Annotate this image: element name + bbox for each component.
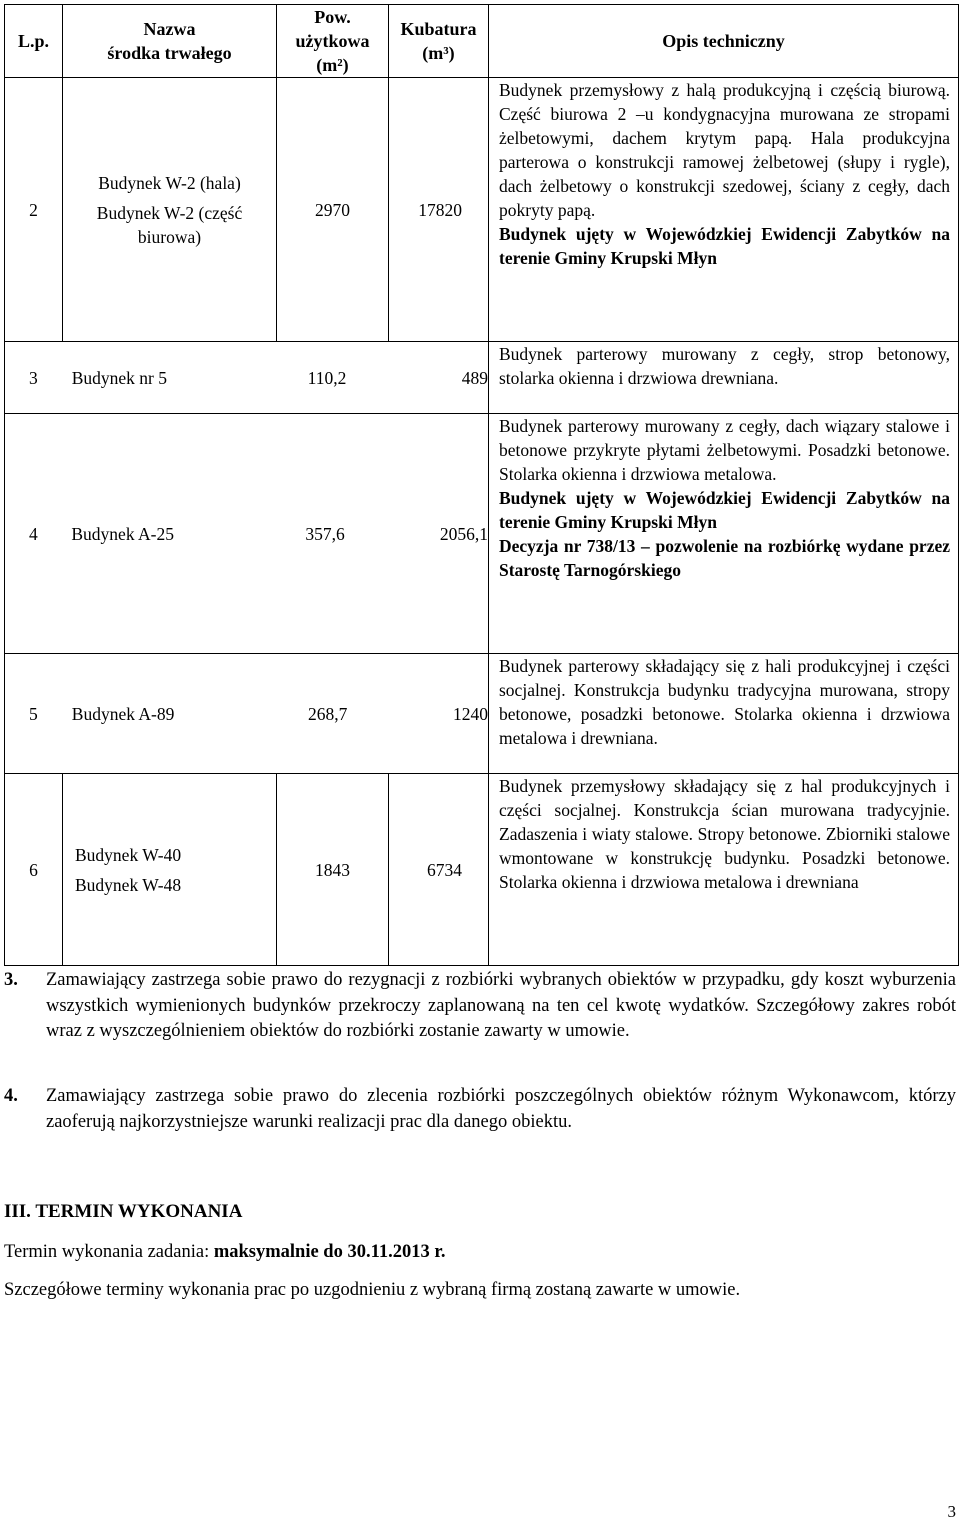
header-volume-line2: (m³) — [422, 43, 455, 63]
header-name-line1: Nazwa — [143, 19, 196, 39]
row-name-line: Budynek W-2 (część biurowa) — [96, 202, 243, 247]
row-desc — [489, 774, 959, 966]
row-name — [63, 774, 277, 966]
row-desc-text: Budynek przemysłowy z halą produkcyjną i częścią biurową. Część biurowa 2 –u kondygnacyjna murowana ze stropami żelbetowymi, dachem krytym papą. Hala produkcyjna parterowa o konstrukcji ramowej żelbetowej (słupy i rygle), dach żelbetowy o konstrukcji szedowej, ściany z cegły, dach pokryty papą. — [499, 80, 950, 220]
row-volume: 17820 — [389, 78, 489, 342]
header-desc: Opis techniczny — [489, 5, 959, 78]
header-area-line1: Pow. użytkowa — [295, 7, 370, 51]
row-name-line: Budynek W-48 — [75, 874, 182, 895]
row-name-line: Budynek W-40 — [75, 844, 182, 865]
row-desc-heritage: Budynek ujęty w Wojewódzkiej Ewidencji Zabytków na terenie Gminy Krupski Młyn — [499, 488, 950, 532]
row-desc-decision: Decyzja nr 738/13 – pozwolenie na rozbiórkę wydane przez Starostę Tarnogórskiego — [499, 536, 950, 580]
clause-3 — [4, 968, 956, 1045]
row-desc-heritage: Budynek ujęty w Wojewódzkiej Ewidencji Zabytków na terenie Gminy Krupski Młyn — [499, 224, 950, 268]
row-lp: 2 — [5, 78, 63, 342]
row-desc-text: Budynek przemysłowy składający się z hal produkcyjnych i części socjalnej. Konstrukcja ścian murowana tradycyjnie. Zadaszenia i wiaty stalowe. Stropy betonowe. Zbiorniki stalowe wmontowane w konstrukcję budynku. Posadzki betonowe. Stolarka okienna i drzwiowa metalowa i drewniana — [499, 776, 950, 892]
term-line — [4, 1240, 445, 1264]
row-name: Budynek A-89 — [71, 703, 175, 724]
row-desc-text: Budynek parterowy murowany z cegły, strop betonowy, stolarka okienna i drzwiowa drewniana. — [499, 344, 950, 388]
row-volume: 1240 — [452, 703, 488, 724]
table-row — [5, 654, 959, 774]
header-lp: L.p. — [5, 5, 63, 78]
row-desc-text: Budynek parterowy składający się z hali produkcyjnej i części socjalnej. Konstrukcja budynku tradycyjna murowana, stropy betonowe, posadzki betonowe. Stolarka okienna i drzwiowa metalowa i drewniana. — [499, 656, 950, 748]
row-summary — [5, 342, 489, 414]
section-heading: III. TERMIN WYKONANIA — [4, 1201, 243, 1222]
header-name-line2: środka trwałego — [107, 43, 232, 63]
row-name — [63, 78, 277, 342]
row-desc — [489, 78, 959, 342]
row-desc-text: Budynek parterowy murowany z cegły, dach wiązary stalowe i betonowe przykryte płytami żelbetowymi. Posadzki betonowe. Stolarka okienna i drzwiowa metalowa. — [499, 416, 950, 484]
row-volume: 489 — [461, 367, 488, 388]
row-name: Budynek nr 5 — [71, 367, 167, 388]
table-header-row — [5, 5, 959, 78]
clause-text: Zamawiający zastrzega sobie prawo do rezygnacji z rozbiórki wybranych obiektów w przypadku, gdy koszt wyburzenia wszystkich wymienionych budynków przekroczy zaplanowaną na ten cel kwotę wydatków. Szczegółowy zakres robót wraz z wyszczególnieniem obiektów do rozbiórki zostanie zawarty w umowie. — [46, 970, 956, 1041]
table-row — [5, 414, 959, 654]
table-row — [5, 774, 959, 966]
table-row — [5, 342, 959, 414]
row-lp: 3 — [29, 367, 38, 388]
row-area: 268,7 — [307, 703, 348, 724]
row-volume: 2056,1 — [439, 523, 488, 544]
row-desc — [489, 342, 959, 414]
clause-4 — [4, 1084, 956, 1135]
row-desc — [489, 414, 959, 654]
header-volume-line1: Kubatura — [400, 19, 477, 39]
row-name-line: Budynek W-2 (hala) — [98, 172, 241, 193]
row-area: 357,6 — [305, 523, 345, 544]
row-summary — [5, 654, 489, 774]
clause-number: 4. — [4, 1086, 18, 1106]
row-area: 110,2 — [307, 367, 347, 388]
row-area: 2970 — [277, 78, 389, 342]
row-volume: 6734 — [389, 774, 489, 966]
table-row — [5, 78, 959, 342]
row-summary — [5, 414, 489, 654]
term-label: Termin wykonania zadania: — [4, 1242, 214, 1262]
details-line: Szczegółowe terminy wykonania prac po uzgodnieniu z wybraną firmą zostaną zawarte w umowie. — [4, 1280, 741, 1300]
row-name: Budynek A-25 — [71, 523, 174, 544]
row-area: 1843 — [277, 774, 389, 966]
row-desc — [489, 654, 959, 774]
header-area-line2: (m²) — [316, 55, 349, 75]
page-number: 3 — [947, 1502, 956, 1521]
header-area — [277, 5, 389, 78]
clause-number: 3. — [4, 970, 18, 990]
header-name — [63, 5, 277, 78]
term-value: maksymalnie do 30.11.2013 r. — [213, 1242, 446, 1262]
buildings-table — [4, 4, 959, 966]
clause-text: Zamawiający zastrzega sobie prawo do zlecenia rozbiórki poszczególnych obiektów różnym Wykonawcom, którzy zaoferują najkorzystniejsze warunki realizacji prac dla danego obiektu. — [46, 1086, 956, 1132]
row-lp: 5 — [29, 703, 38, 724]
header-volume — [389, 5, 489, 78]
row-lp: 6 — [5, 774, 63, 966]
row-lp: 4 — [29, 523, 38, 544]
